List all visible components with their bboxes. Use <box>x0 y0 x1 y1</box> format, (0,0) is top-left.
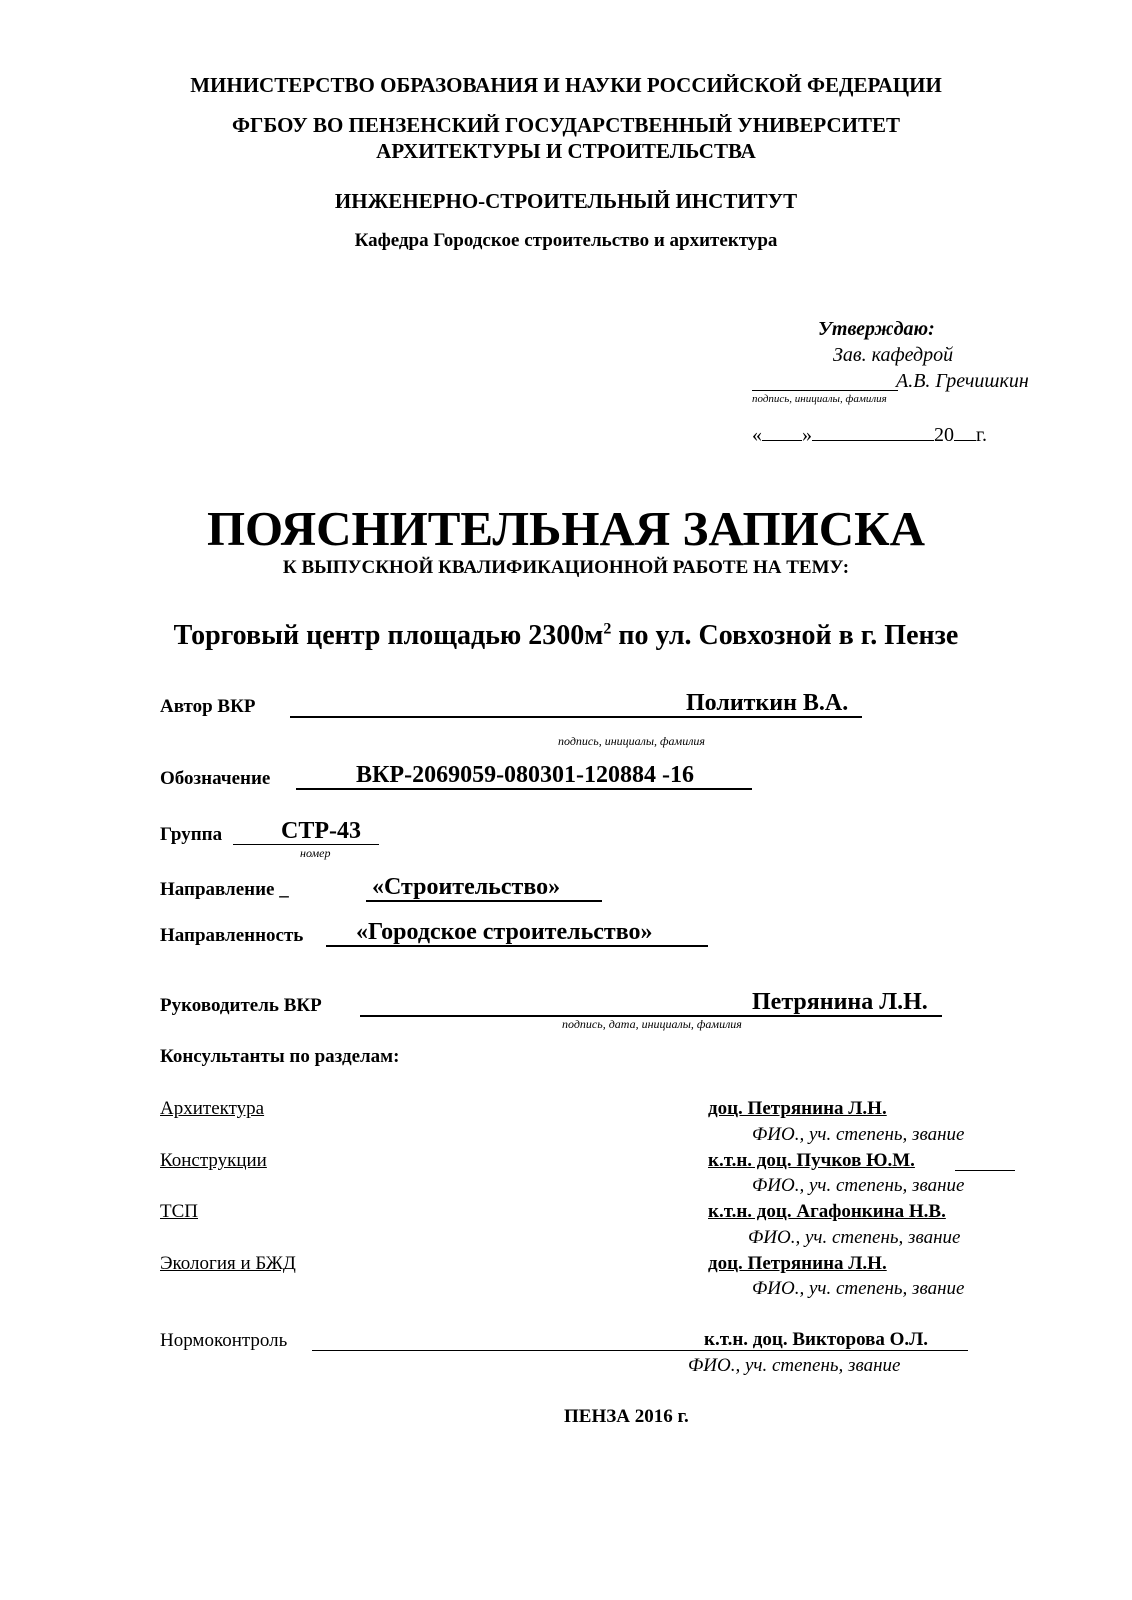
document-topic <box>0 620 1132 652</box>
consultant-name-ecology: доц. Петрянина Л.Н. <box>708 1253 887 1274</box>
supervisor-label: Руководитель ВКР <box>160 995 322 1016</box>
approval-name: А.В. Гречишкин <box>896 370 1029 392</box>
approval-signature-line <box>752 390 898 391</box>
direction-value: «Строительство» <box>372 874 561 900</box>
approval-day-blank <box>762 424 802 441</box>
approval-title: Утверждаю: <box>818 318 935 340</box>
designation-value: ВКР-2069059-080301-120884 -16 <box>356 762 695 788</box>
topic-text-after: по ул. Совхозной в г. Пензе <box>611 620 959 651</box>
consultant-section-tsp: ТСП <box>160 1201 198 1222</box>
ministry-heading: МИНИСТЕРСТВО ОБРАЗОВАНИЯ И НАУКИ РОССИЙСКОЙ ФЕДЕРАЦИИ <box>190 73 942 97</box>
consultants-heading: Консультанты по разделам: <box>160 1046 400 1067</box>
group-label: Группа <box>160 824 223 845</box>
designation-label: Обозначение <box>160 768 271 789</box>
consultant-section-ecology: Экология и БЖД <box>160 1253 296 1274</box>
consultant-name-structures: к.т.н. доц. Пучков Ю.М. <box>708 1150 915 1171</box>
approval-date-year: 20 <box>934 424 954 446</box>
institute-heading: ИНЖЕНЕРНО-СТРОИТЕЛЬНЫЙ ИНСТИТУТ <box>334 189 798 213</box>
normcontrol-caption: ФИО., уч. степень, звание <box>688 1355 901 1376</box>
consultant-section-structures: Конструкции <box>160 1150 267 1171</box>
approval-date <box>752 424 987 447</box>
consultant-caption-structures: ФИО., уч. степень, звание <box>752 1175 965 1196</box>
normcontrol-name: к.т.н. доц. Викторова О.Л. <box>704 1329 929 1350</box>
consultant-caption-ecology: ФИО., уч. степень, звание <box>752 1278 965 1299</box>
consultant-name-architecture: доц. Петрянина Л.Н. <box>708 1098 887 1119</box>
focus-label: Направленность <box>160 925 304 946</box>
approval-position: Зав. кафедрой <box>833 344 954 366</box>
consultant-line-structures <box>955 1170 1015 1171</box>
supervisor-caption: подпись, дата, инициалы, фамилия <box>562 1017 742 1031</box>
supervisor-value: Петрянина Л.Н. <box>752 989 928 1015</box>
direction-label: Направление _ <box>160 879 289 900</box>
approval-date-mid: » <box>802 424 812 446</box>
approval-month-blank <box>812 424 934 441</box>
document-title: ПОЯСНИТЕЛЬНАЯ ЗАПИСКА <box>206 501 926 556</box>
approval-date-open: « <box>752 424 762 446</box>
university-heading-line1: ФГБОУ ВО ПЕНЗЕНСКИЙ ГОСУДАРСТВЕННЫЙ УНИВЕРСИТЕТ <box>231 113 901 137</box>
author-caption: подпись, инициалы, фамилия <box>558 734 705 748</box>
group-value: СТР-43 <box>281 818 361 844</box>
approval-caption: подпись, инициалы, фамилия <box>752 393 887 405</box>
consultant-caption-tsp: ФИО., уч. степень, звание <box>748 1227 961 1248</box>
approval-year-blank <box>954 424 976 441</box>
normcontrol-label: Нормоконтроль <box>160 1330 288 1351</box>
focus-value: «Городское строительство» <box>356 919 653 945</box>
topic-superscript: 2 <box>603 620 612 638</box>
approval-date-suffix: г. <box>976 424 987 446</box>
consultant-section-architecture: Архитектура <box>160 1098 265 1119</box>
topic-text-before: Торговый центр площадью 2300м <box>173 620 604 651</box>
footer-city-year: ПЕНЗА 2016 г. <box>564 1406 689 1427</box>
consultant-caption-architecture: ФИО., уч. степень, звание <box>752 1124 965 1145</box>
author-value: Политкин В.А. <box>686 690 849 716</box>
group-caption: номер <box>300 846 331 860</box>
department-heading: Кафедра Городское строительство и архитектура <box>354 230 778 251</box>
university-heading-line2: АРХИТЕКТУРЫ И СТРОИТЕЛЬСТВА <box>376 139 756 163</box>
document-subtitle: К ВЫПУСКНОЙ КВАЛИФИКАЦИОННОЙ РАБОТЕ НА ТЕМУ: <box>282 557 850 578</box>
author-label: Автор ВКР <box>160 696 256 717</box>
consultant-name-tsp: к.т.н. доц. Агафонкина Н.В. <box>708 1201 946 1222</box>
